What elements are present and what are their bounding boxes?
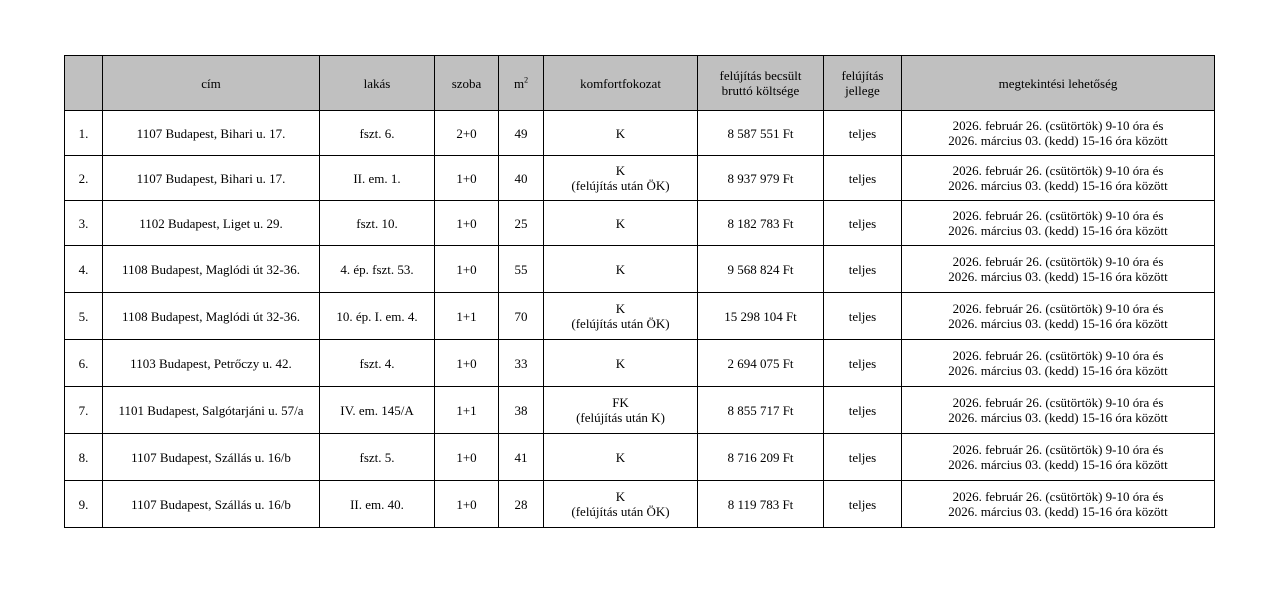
megtekintes-line2: 2026. március 03. (kedd) 15-16 óra között: [948, 410, 1168, 425]
table-row: [65, 434, 1215, 481]
komfort-value: K: [615, 163, 626, 178]
cell-lakas: fszt. 6.: [320, 111, 435, 156]
header-jelleg-line1: felújítás: [841, 68, 884, 83]
megtekintes-line2: 2026. március 03. (kedd) 15-16 óra között: [948, 269, 1168, 284]
cell-m2: 40: [499, 156, 544, 201]
cell-cim: 1107 Budapest, Bihari u. 17.: [103, 156, 320, 201]
table-row: [65, 201, 1215, 246]
komfort-value: K: [615, 261, 626, 277]
cell-lakas: 10. ép. I. em. 4.: [320, 293, 435, 340]
cell-szoba: 1+0: [435, 246, 499, 293]
cell-num: 8.: [65, 434, 103, 481]
cell-m2: 28: [499, 481, 544, 528]
cell-koltseg: 15 298 104 Ft: [698, 293, 824, 340]
header-koltseg-line2: bruttó költsége: [721, 83, 800, 98]
megtekintes-line2: 2026. március 03. (kedd) 15-16 óra között: [948, 504, 1168, 519]
megtekintes-line1: 2026. február 26. (csütörtök) 9-10 óra és: [952, 395, 1164, 410]
cell-komfort: [544, 340, 698, 387]
cell-m2: 38: [499, 387, 544, 434]
cell-szoba: 1+0: [435, 340, 499, 387]
header-row: [65, 56, 1215, 111]
table-row: [65, 387, 1215, 434]
komfort-value: K: [615, 489, 626, 504]
cell-megtekintes: [902, 481, 1215, 528]
megtekintes-line1: 2026. február 26. (csütörtök) 9-10 óra és: [952, 118, 1164, 133]
cell-num: 5.: [65, 293, 103, 340]
table-row: [65, 340, 1215, 387]
cell-megtekintes: [902, 111, 1215, 156]
cell-m2: 25: [499, 201, 544, 246]
cell-megtekintes: [902, 293, 1215, 340]
header-koltseg: [698, 56, 824, 111]
komfort-value: FK: [612, 395, 629, 410]
cell-jelleg: teljes: [824, 111, 902, 156]
cell-num: 2.: [65, 156, 103, 201]
komfort-value: K: [615, 301, 626, 316]
cell-szoba: 1+0: [435, 481, 499, 528]
cell-num: 6.: [65, 340, 103, 387]
cell-koltseg: 9 568 824 Ft: [698, 246, 824, 293]
header-koltseg-line1: felújítás becsült: [719, 68, 802, 83]
megtekintes-line2: 2026. március 03. (kedd) 15-16 óra között: [948, 363, 1168, 378]
cell-komfort: [544, 156, 698, 201]
komfort-value: K: [615, 449, 626, 465]
cell-koltseg: 8 587 551 Ft: [698, 111, 824, 156]
megtekintes-line2: 2026. március 03. (kedd) 15-16 óra között: [948, 133, 1168, 148]
cell-lakas: II. em. 40.: [320, 481, 435, 528]
table-row: [65, 246, 1215, 293]
megtekintes-line1: 2026. február 26. (csütörtök) 9-10 óra és: [952, 163, 1164, 178]
cell-m2: 41: [499, 434, 544, 481]
komfort-note: (felújítás után ÖK): [571, 316, 670, 331]
cell-m2: 33: [499, 340, 544, 387]
cell-cim: 1102 Budapest, Liget u. 29.: [103, 201, 320, 246]
cell-szoba: 2+0: [435, 111, 499, 156]
cell-megtekintes: [902, 434, 1215, 481]
komfort-note: (felújítás után ÖK): [571, 178, 670, 193]
cell-jelleg: teljes: [824, 246, 902, 293]
apartment-listing-table: [64, 55, 1215, 528]
cell-megtekintes: [902, 246, 1215, 293]
cell-jelleg: teljes: [824, 387, 902, 434]
megtekintes-line1: 2026. február 26. (csütörtök) 9-10 óra és: [952, 442, 1164, 457]
header-cim: cím: [103, 56, 320, 111]
cell-m2: 55: [499, 246, 544, 293]
table-row: [65, 111, 1215, 156]
cell-cim: 1101 Budapest, Salgótarjáni u. 57/a: [103, 387, 320, 434]
cell-cim: 1108 Budapest, Maglódi út 32-36.: [103, 293, 320, 340]
komfort-value: K: [615, 125, 626, 141]
cell-lakas: 4. ép. fszt. 53.: [320, 246, 435, 293]
cell-megtekintes: [902, 201, 1215, 246]
cell-m2: 49: [499, 111, 544, 156]
cell-num: 3.: [65, 201, 103, 246]
header-megtekintes: megtekintési lehetőség: [902, 56, 1215, 111]
cell-szoba: 1+0: [435, 201, 499, 246]
cell-lakas: fszt. 4.: [320, 340, 435, 387]
megtekintes-line1: 2026. február 26. (csütörtök) 9-10 óra és: [952, 208, 1164, 223]
megtekintes-line1: 2026. február 26. (csütörtök) 9-10 óra és: [952, 348, 1164, 363]
cell-koltseg: 8 716 209 Ft: [698, 434, 824, 481]
cell-megtekintes: [902, 387, 1215, 434]
cell-jelleg: teljes: [824, 481, 902, 528]
cell-jelleg: teljes: [824, 434, 902, 481]
cell-komfort: [544, 246, 698, 293]
cell-cim: 1107 Budapest, Bihari u. 17.: [103, 111, 320, 156]
megtekintes-line2: 2026. március 03. (kedd) 15-16 óra között: [948, 178, 1168, 193]
cell-komfort: [544, 481, 698, 528]
cell-komfort: [544, 293, 698, 340]
megtekintes-line2: 2026. március 03. (kedd) 15-16 óra között: [948, 223, 1168, 238]
megtekintes-line2: 2026. március 03. (kedd) 15-16 óra között: [948, 457, 1168, 472]
megtekintes-line2: 2026. március 03. (kedd) 15-16 óra között: [948, 316, 1168, 331]
cell-koltseg: 8 855 717 Ft: [698, 387, 824, 434]
header-m2-base: m: [513, 75, 525, 91]
header-jelleg: [824, 56, 902, 111]
header-num: [65, 56, 103, 111]
cell-koltseg: 8 937 979 Ft: [698, 156, 824, 201]
cell-jelleg: teljes: [824, 340, 902, 387]
cell-lakas: fszt. 5.: [320, 434, 435, 481]
megtekintes-line1: 2026. február 26. (csütörtök) 9-10 óra és: [952, 489, 1164, 504]
cell-num: 9.: [65, 481, 103, 528]
cell-lakas: II. em. 1.: [320, 156, 435, 201]
komfort-value: K: [615, 355, 626, 371]
cell-komfort: [544, 387, 698, 434]
cell-megtekintes: [902, 340, 1215, 387]
header-lakas: lakás: [320, 56, 435, 111]
megtekintes-line1: 2026. február 26. (csütörtök) 9-10 óra és: [952, 254, 1164, 269]
cell-num: 7.: [65, 387, 103, 434]
cell-num: 1.: [65, 111, 103, 156]
cell-cim: 1107 Budapest, Szállás u. 16/b: [103, 481, 320, 528]
komfort-note: (felújítás után K): [576, 410, 665, 425]
megtekintes-line1: 2026. február 26. (csütörtök) 9-10 óra és: [952, 301, 1164, 316]
cell-megtekintes: [902, 156, 1215, 201]
komfort-value: K: [615, 215, 626, 231]
header-szoba: szoba: [435, 56, 499, 111]
cell-koltseg: 8 182 783 Ft: [698, 201, 824, 246]
cell-jelleg: teljes: [824, 201, 902, 246]
cell-koltseg: 8 119 783 Ft: [698, 481, 824, 528]
header-m2-sup: 2: [524, 75, 529, 85]
cell-jelleg: teljes: [824, 156, 902, 201]
cell-num: 4.: [65, 246, 103, 293]
cell-jelleg: teljes: [824, 293, 902, 340]
cell-cim: 1103 Budapest, Petrőczy u. 42.: [103, 340, 320, 387]
table-row: [65, 481, 1215, 528]
table-row: [65, 293, 1215, 340]
cell-koltseg: 2 694 075 Ft: [698, 340, 824, 387]
cell-lakas: IV. em. 145/A: [320, 387, 435, 434]
cell-cim: 1108 Budapest, Maglódi út 32-36.: [103, 246, 320, 293]
cell-lakas: fszt. 10.: [320, 201, 435, 246]
cell-komfort: [544, 434, 698, 481]
cell-cim: 1107 Budapest, Szállás u. 16/b: [103, 434, 320, 481]
komfort-note: (felújítás után ÖK): [571, 504, 670, 519]
cell-m2: 70: [499, 293, 544, 340]
cell-szoba: 1+0: [435, 156, 499, 201]
cell-szoba: 1+1: [435, 387, 499, 434]
table-row: [65, 156, 1215, 201]
header-komfort: komfortfokozat: [544, 56, 698, 111]
cell-szoba: 1+1: [435, 293, 499, 340]
header-jelleg-line2: jellege: [845, 83, 880, 98]
cell-komfort: [544, 111, 698, 156]
cell-szoba: 1+0: [435, 434, 499, 481]
header-m2: [499, 56, 544, 111]
cell-komfort: [544, 201, 698, 246]
